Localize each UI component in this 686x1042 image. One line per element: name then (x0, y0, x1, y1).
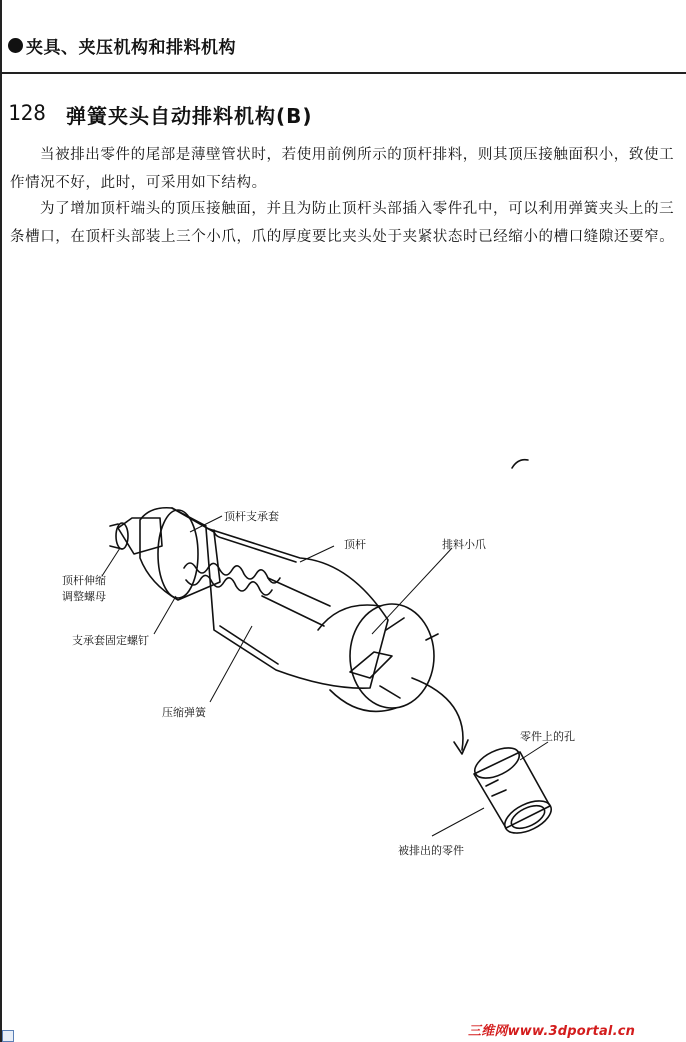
label-small-claw: 排料小爪 (442, 538, 486, 551)
compression-spring (184, 563, 280, 595)
label-adjust-nut-2: 调整螺母 (62, 590, 106, 603)
ejector-rod (262, 578, 330, 626)
collet-body (206, 528, 388, 688)
mechanism-figure (0, 450, 686, 890)
paragraph-2: 为了增加顶杆端头的顶压接触面，并且为防止顶杆头部插入零件孔中，可以利用弹簧夹头上的三条槽口，在顶杆头部装上三个小爪，爪的厚度要比夹头处于夹紧状态时已经缩小的槽口缝隙还要窄。 (10, 201, 675, 245)
ejected-part (470, 742, 556, 840)
label-support-sleeve: 顶杆支承套 (224, 510, 279, 523)
label-fixing-screw: 支承套固定螺钉 (72, 634, 149, 647)
paragraph-1: 当被排出零件的尾部是薄壁管状时，若使用前例所示的顶杆排料，则其顶压接触面积小，致使工作情况不好，此时，可采用如下结构。 (10, 147, 675, 191)
label-spring: 压缩弹簧 (162, 706, 206, 719)
watermark: 三维网www.3dportal.cn (468, 1024, 636, 1039)
label-adjust-nut-1: 顶杆伸缩 (62, 574, 106, 587)
eject-arrow (412, 678, 463, 750)
collet-ejector-drawing (0, 450, 686, 890)
eject-claw (350, 652, 392, 678)
section-title: 弹簧夹头自动排料机构(B) (66, 104, 313, 128)
page-icon (2, 1030, 14, 1042)
label-ejector-rod: 顶杆 (344, 538, 366, 551)
label-part-hole: 零件上的孔 (520, 730, 575, 743)
page-header (0, 0, 686, 74)
section-number: 128 (8, 101, 46, 125)
label-ejected-part: 被排出的零件 (398, 844, 464, 857)
bullet-icon (8, 38, 23, 53)
chapter-title: 夹具、夹压机构和排料机构 (26, 38, 236, 58)
stray-mark (512, 460, 528, 468)
